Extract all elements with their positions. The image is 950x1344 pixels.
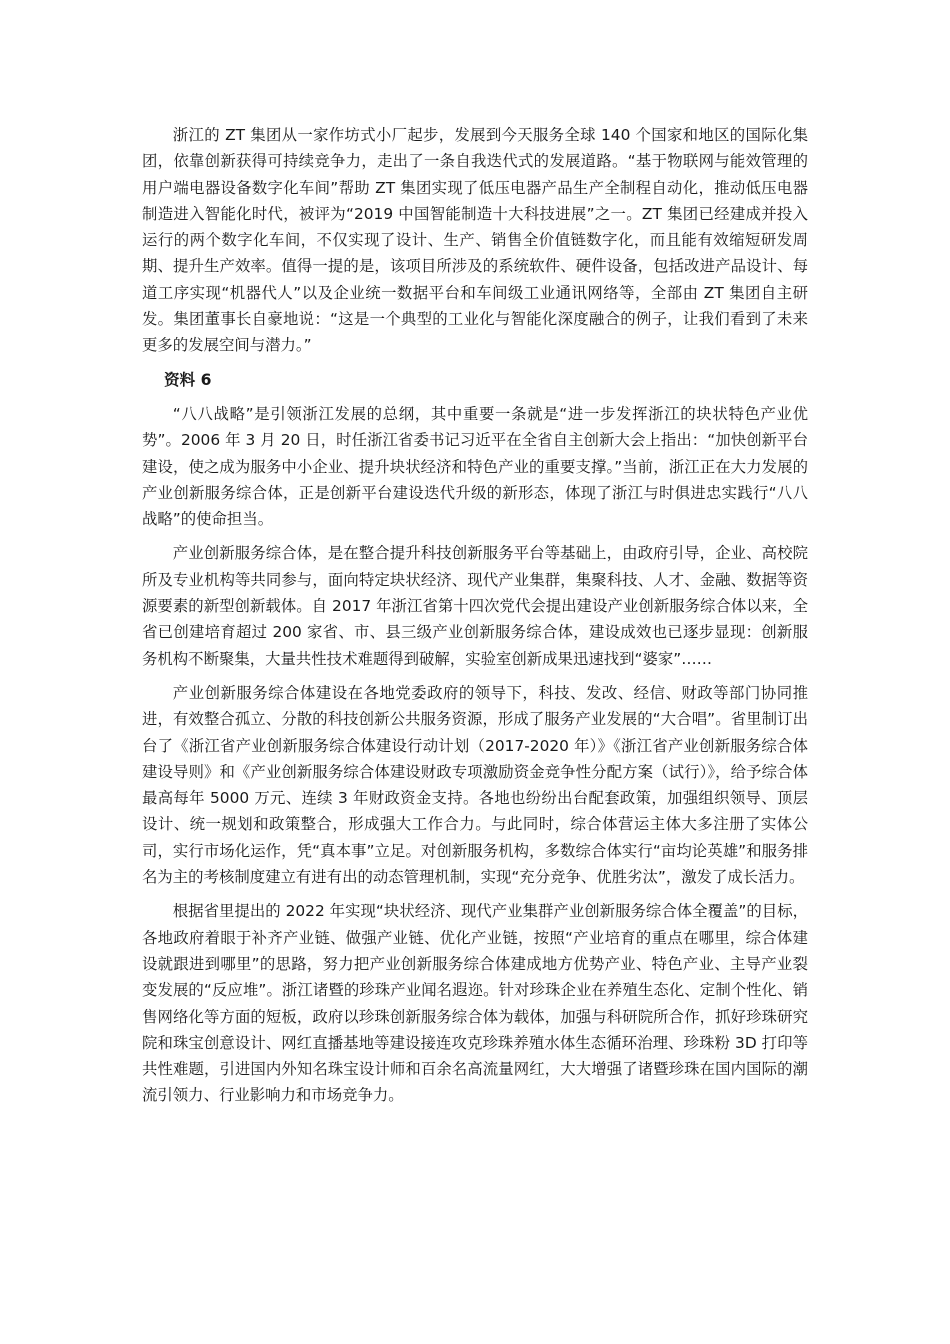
paragraph-zt-group: 浙江的 ZT 集团从一家作坊式小厂起步，发展到今天服务全球 140 个国家和地区的国际化集团，依靠创新获得可持续竞争力，走出了一条自我迭代式的发展道路。“基于物联网与能效管理的用户端电器设备数字化车间”帮助 ZT 集团实现了低压电器产品生产全制程自动化，推动低压电器制造进入智能化时代，被评为“2019 中国智能制造十大科技进展”之一。ZT 集团已经建成并投入运行的两个数字化车间，不仅实现了设计、生产、销售全价值链数字化，而且能有效缩短研发周期、提升生产效率。值得一提的是，该项目所涉及的系统软件、硬件设备，包括改进产品设计、每道工序实现“机器代人”以及企业统一数据平台和车间级工业通讯网络等，全部由 ZT 集团自主研发。集团董事长自豪地说：“这是一个典型的工业化与智能化深度融合的例子，让我们看到了未来更多的发展空间与潜力。”: [142, 126, 808, 355]
paragraph-service-complex-policy: 产业创新服务综合体建设在各地党委政府的领导下，科技、发改、经信、财政等部门协同推进，有效整合孤立、分散的科技创新公共服务资源，形成了服务产业发展的“大合唱”。省里制订出台了《浙江省产业创新服务综合体建设行动计划（2017-2020 年）》《浙江省产业创新服务综合体建设导则》和《产业创新服务综合体建设财政专项激励资金竞争性分配方案（试行）》，给予综合体最高每年 5000 万元、连续 3 年财政资金支持。各地也纷纷出台配套政策，加强组织领导、顶层设计、统一规划和政策整合，形成强大工作合力。与此同时，综合体营运主体大多注册了实体公司，实行市场化运作，凭“真本事”立足。对创新服务机构，多数综合体实行“亩均论英雄”和服务排名为主的考核制度建立有进有出的动态管理机制，实现“充分竞争、优胜劣汰”，激发了成长活力。: [142, 683, 808, 887]
section-heading-material-6: 资料 6: [164, 370, 212, 389]
document-page: [142, 122, 808, 1117]
paragraph-zhuji-pearl: 根据省里提出的 2022 年实现“块状经济、现代产业集群产业创新服务综合体全覆盖”的目标，各地政府着眼于补齐产业链、做强产业链、优化产业链，按照“产业培育的重点在哪里，综合体建设就跟进到哪里”的思路，努力把产业创新服务综合体建成地方优势产业、特色产业、主导产业裂变发展的“反应堆”。浙江诸暨的珍珠产业闻名遐迩。针对珍珠企业在养殖生态化、定制个性化、销售网络化等方面的短板，政府以珍珠创新服务综合体为载体，加强与科研院所合作，抓好珍珠研究院和珠宝创意设计、网红直播基地等建设接连攻克珍珠养殖水体生态循环治理、珍珠粉 3D 打印等共性难题，引进国内外知名珠宝设计师和百余名高流量网红，大大增强了诸暨珍珠在国内国际的潮流引领力、行业影响力和市场竞争力。: [142, 902, 808, 1105]
paragraph-88-strategy: “八八战略”是引领浙江发展的总纲，其中重要一条就是“进一步发挥浙江的块状特色产业优势”。2006 年 3 月 20 日，时任浙江省委书记习近平在全省自主创新大会上指出：“加快创新平台建设，使之成为服务中小企业、提升块状经济和特色产业的重要支撑。”当前，浙江正在大力发展的产业创新服务综合体，正是创新平台建设迭代升级的新形态，体现了浙江与时俱进忠实践行“八八战略”的使命担当。: [142, 404, 808, 529]
paragraph-service-complex-definition: 产业创新服务综合体，是在整合提升科技创新服务平台等基础上，由政府引导，企业、高校院所及专业机构等共同参与，面向特定块状经济、现代产业集群，集聚科技、人才、金融、数据等资源要素的新型创新载体。自 2017 年浙江省第十四次党代会提出建设产业创新服务综合体以来，全省已创建培育超过 200 家省、市、县三级产业创新服务综合体，建设成效也已逐步显现：创新服务机构不断聚集，大量共性技术难题得到破解，实验室创新成果迅速找到“婆家”……: [142, 544, 808, 668]
